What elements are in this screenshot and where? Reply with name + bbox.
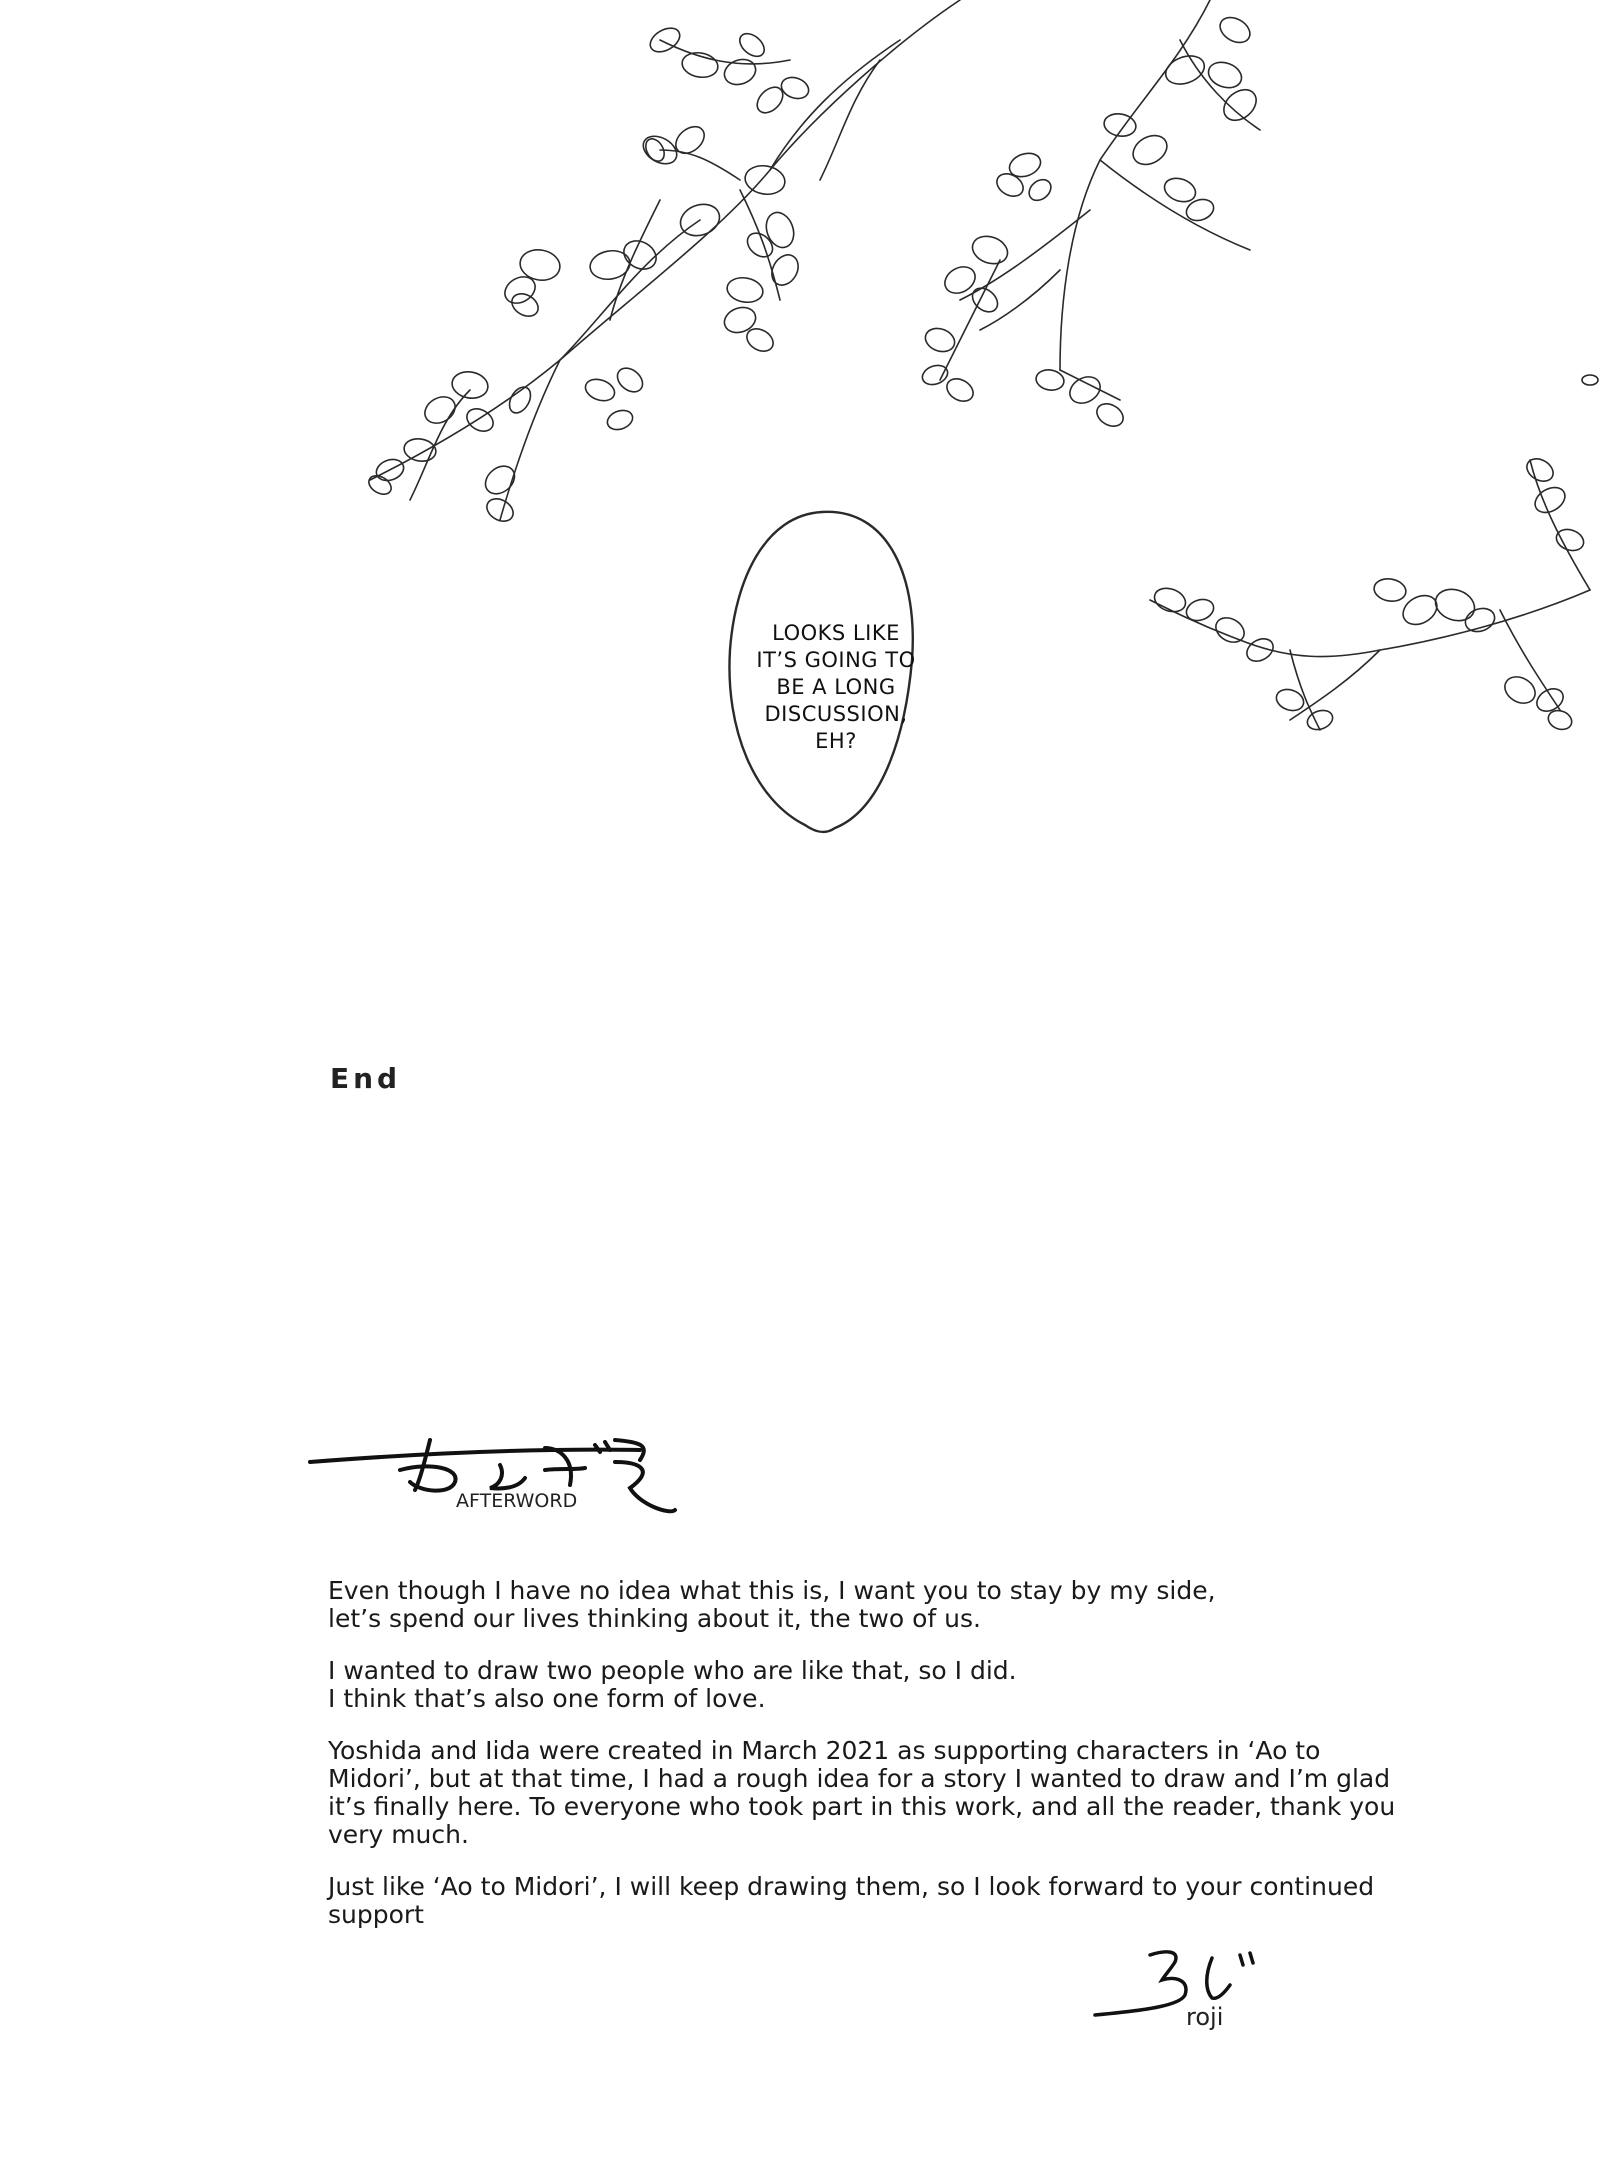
bubble-line: LOOKS LIKE [772,621,900,645]
handwritten-signature [1095,1952,1253,2015]
paragraph-line: let’s spend our lives thinking about it, the two of us. [328,1604,981,1633]
paragraph [328,1873,1418,1929]
eucalyptus-branch-side-illustration [1150,375,1598,733]
afterword-title: AFTERWORD [456,1490,578,1512]
paragraph-line: Yoshida and Iida were created in March 2021 as supporting characters in ‘Ao to [328,1736,1321,1765]
paragraph [328,1737,1418,1849]
paragraph-line: Even though I have no idea what this is, I want you to stay by my side, [328,1576,1216,1605]
bubble-line: EH? [815,729,857,753]
bubble-line: BE A LONG [776,675,896,699]
bubble-line: DISCUSSION, [764,702,908,726]
paragraph-line: support [328,1900,424,1929]
eucalyptus-branch-left-illustration [366,0,960,526]
afterword-body [328,1577,1418,1953]
end-label: End [330,1062,402,1095]
paragraph [328,1577,1418,1633]
paragraph [328,1657,1418,1713]
author-name: roji [1186,2003,1224,2031]
bubble-line: IT’S GOING TO [756,648,916,672]
paragraph-line: Midori’, but at that time, I had a rough idea for a story I wanted to draw and I’m glad [328,1764,1391,1793]
paragraph-line: Just like ‘Ao to Midori’, I will keep drawing them, so I look forward to your continued [328,1872,1375,1901]
paragraph-line: very much. [328,1820,469,1849]
paragraph-line: I think that’s also one form of love. [328,1684,766,1713]
paragraph-line: I wanted to draw two people who are like that, so I did. [328,1656,1017,1685]
speech-bubble-text [741,620,931,755]
paragraph-line: it’s finally here. To everyone who took part in this work, and all the reader, thank you [328,1792,1396,1821]
eucalyptus-branch-right-illustration [920,0,1262,431]
